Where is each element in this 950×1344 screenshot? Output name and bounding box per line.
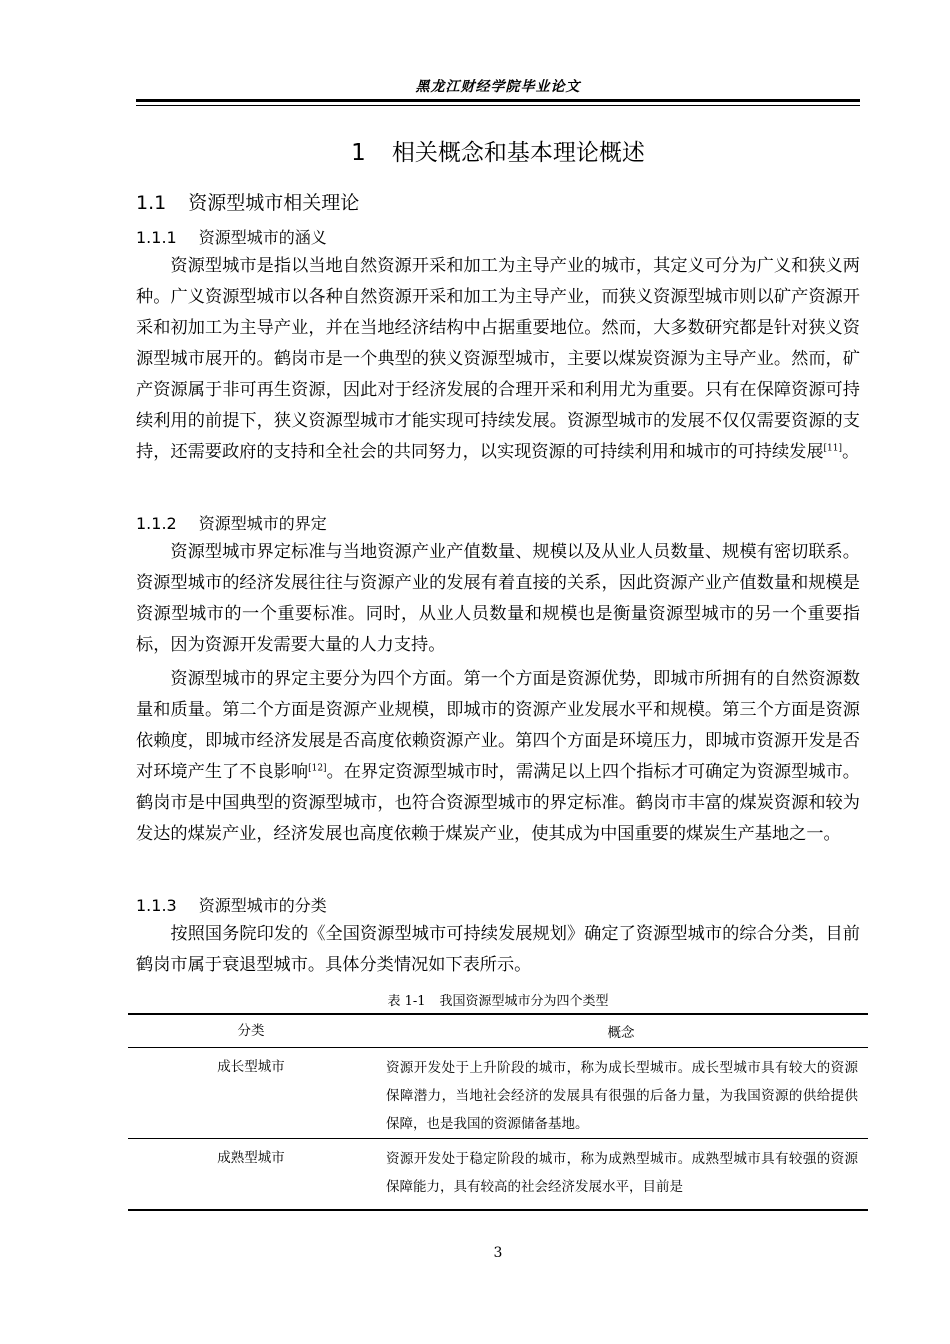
header-rule-thin bbox=[136, 105, 860, 106]
cell-city-type: 成熟型城市 bbox=[217, 1150, 285, 1166]
page-header: 黑龙江财经学院毕业论文 bbox=[415, 79, 581, 95]
column-header-category: 分类 bbox=[237, 1023, 265, 1039]
citation-11: [11] bbox=[823, 443, 842, 454]
subsection-number: 1.1.1 bbox=[136, 228, 177, 247]
subsection-number: 1.1.2 bbox=[136, 514, 177, 533]
cell-description: 资源开发处于稳定阶段的城市，称为成熟型城市。成熟型城市具有较强的资源保障能力，具有较高的社会经济发展水平，目前是 bbox=[386, 1151, 858, 1195]
section-title: 资源型城市相关理论 bbox=[188, 192, 360, 214]
table-caption-text: 我国资源型城市分为四个类型 bbox=[439, 994, 609, 1009]
citation-12: [12] bbox=[308, 763, 327, 774]
paragraph-criteria: 资源型城市界定标准与当地资源产业产值数量、规模以及从业人员数量、规模有密切联系。资源型城市的经济发展往往与资源产业的发展有着直接的关系，因此资源产业产值数量和规模是资源型城市的一个重要标准。同时，从业人员数量和规模也是衡量资源型城市的另一个重要指标，因为资源开发需要大量的人力支持。 bbox=[136, 542, 860, 655]
paragraph-text: 资源型城市是指以当地自然资源开采和加工为主导产业的城市，其定义可分为广义和狭义两种。广义资源型城市以各种自然资源开采和加工为主导产业，而狭义资源型城市则以矿产资源开采和初加工为主导产业，并在当地经济结构中占据重要地位。然而，大多数研究都是针对狭义资源型城市展开的。鹤岗市是一个典型的狭义资源型城市，主要以煤炭资源为主导产业。然而，矿产资源属于非可再生资源，因此对于经济发展的合理开采和利用尤为重要。只有在保障资源可持续利用的前提下，狭义资源型城市才能实现可持续发展。资源型城市的发展不仅仅需要资源的支持，还需要政府的支持和全社会的共同努力，以实现资源的可持续利用和城市的可持续发展 bbox=[136, 256, 860, 462]
page-number: 3 bbox=[493, 1245, 503, 1261]
header-rule-thick bbox=[136, 99, 860, 102]
section-heading-1-1 bbox=[136, 188, 359, 215]
table-row bbox=[128, 1138, 868, 1209]
subsection-title: 资源型城市的涵义 bbox=[198, 228, 327, 247]
subsection-title: 资源型城市的界定 bbox=[198, 514, 327, 533]
section-number: 1.1 bbox=[136, 192, 167, 214]
paragraph-four-aspects bbox=[136, 664, 860, 850]
chapter-number: 1 bbox=[351, 140, 366, 166]
table-header-row bbox=[128, 1015, 868, 1048]
paragraph-definition bbox=[136, 251, 860, 468]
subsection-heading-1-1-1 bbox=[136, 225, 327, 248]
cell-description: 资源开发处于上升阶段的城市，称为成长型城市。成长型城市具有较大的资源保障潜力，当地社会经济的发展具有很强的后备力量，为我国资源的供给提供保障，也是我国的资源储备基地。 bbox=[386, 1060, 858, 1132]
subsection-heading-1-1-3 bbox=[136, 893, 327, 916]
table-caption bbox=[136, 990, 860, 1009]
paragraph-rest: 。在界定资源型城市时，需满足以上四个指标才可确定为资源型城市。鹤岗市是中国典型的资源型城市，也符合资源型城市的界定标准。鹤岗市丰富的煤炭资源和较为发达的煤炭产业，经济发展也高度依赖于煤炭产业，使其成为中国重要的煤炭生产基地之一。 bbox=[136, 762, 860, 844]
paragraph-classification: 按照国务院印发的《全国资源型城市可持续发展规划》确定了资源型城市的综合分类，目前鹤岗市属于衰退型城市。具体分类情况如下表所示。 bbox=[136, 924, 860, 975]
chapter-title-text: 相关概念和基本理论概述 bbox=[391, 140, 645, 166]
subsection-number: 1.1.3 bbox=[136, 896, 177, 915]
table-row bbox=[128, 1048, 868, 1138]
paragraph-end: 。 bbox=[842, 442, 860, 462]
column-header-concept: 概念 bbox=[607, 1025, 635, 1041]
table-caption-number: 表 1-1 bbox=[387, 994, 426, 1009]
chapter-title bbox=[136, 134, 860, 167]
paragraph-text: 资源型城市的界定主要分为四个方面。第一个方面是资源优势，即城市所拥有的自然资源数量和质量。第二个方面是资源产业规模，即城市的资源产业发展水平和规模。第三个方面是资源依赖度，即城市经济发展是否高度依赖资源产业。第四个方面是环境压力，即城市资源开发是否对环境产生了不良影响 bbox=[136, 669, 860, 782]
subsection-title: 资源型城市的分类 bbox=[198, 896, 327, 915]
city-type-table bbox=[128, 1013, 868, 1211]
cell-city-type: 成长型城市 bbox=[217, 1059, 285, 1075]
subsection-heading-1-1-2 bbox=[136, 511, 327, 534]
